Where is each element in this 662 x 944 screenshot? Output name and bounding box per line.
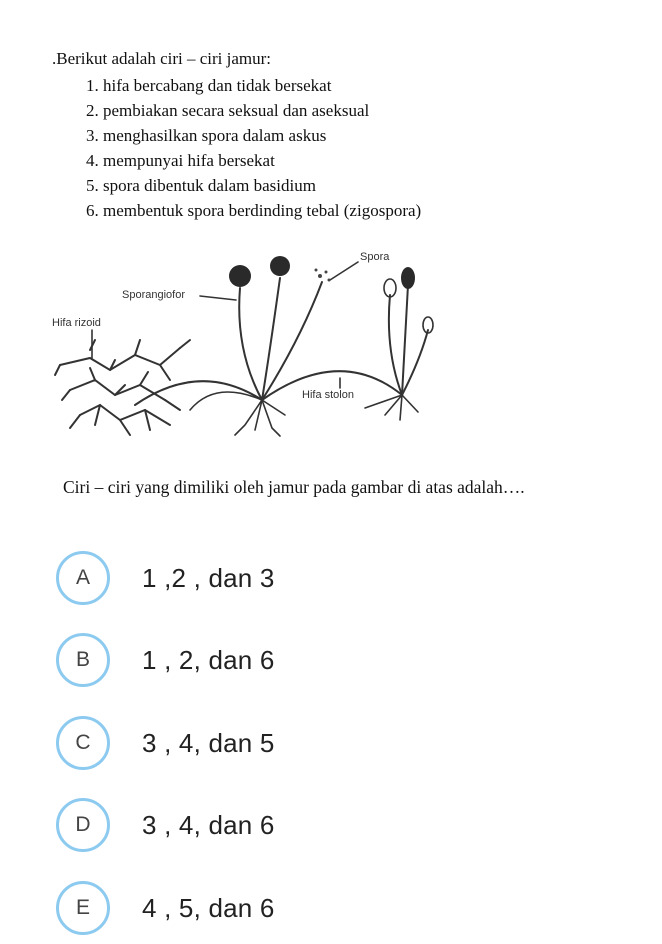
option-b[interactable] [54, 631, 454, 689]
question-intro: .Berikut adalah ciri – ciri jamur: [52, 49, 272, 68]
option-letter-badge: E [56, 881, 110, 935]
criteria-item-6: 6. membentuk spora berdinding tebal (zigospora) [86, 201, 422, 220]
option-text: 4 , 5, dan 6 [142, 892, 275, 923]
option-letter-badge: B [56, 633, 110, 687]
question-prompt: Ciri – ciri yang dimiliki oleh jamur pada gambar di atas adalah…. [63, 477, 525, 497]
option-c[interactable] [54, 714, 454, 772]
criteria-item-2: 2. pembiakan secara seksual dan aseksual [86, 101, 370, 120]
label-sporangiofor: Sporangiofor [122, 289, 185, 301]
criteria-item-4: 4. mempunyai hifa bersekat [86, 151, 275, 170]
label-hifa-stolon: Hifa stolon [302, 389, 354, 401]
option-letter-badge: D [56, 798, 110, 852]
option-d[interactable] [54, 796, 454, 854]
criteria-list [86, 73, 421, 223]
option-text: 3 , 4, dan 5 [142, 727, 275, 758]
criteria-item-3: 3. menghasilkan spora dalam askus [86, 126, 327, 145]
label-spora: Spora [360, 251, 390, 263]
option-e[interactable] [54, 879, 454, 937]
option-text: 1 ,2 , dan 3 [142, 562, 275, 593]
rhizopus-diagram [40, 240, 450, 450]
option-letter-badge: A [56, 551, 110, 605]
option-text: 3 , 4, dan 6 [142, 809, 275, 840]
label-hifa-rizoid: Hifa rizoid [52, 317, 101, 329]
criteria-item-1: 1. hifa bercabang dan tidak bersekat [86, 76, 332, 95]
criteria-item-5: 5. spora dibentuk dalam basidium [86, 176, 316, 195]
option-a[interactable] [54, 549, 454, 607]
option-letter-badge: C [56, 716, 110, 770]
option-text: 1 , 2, dan 6 [142, 644, 275, 675]
